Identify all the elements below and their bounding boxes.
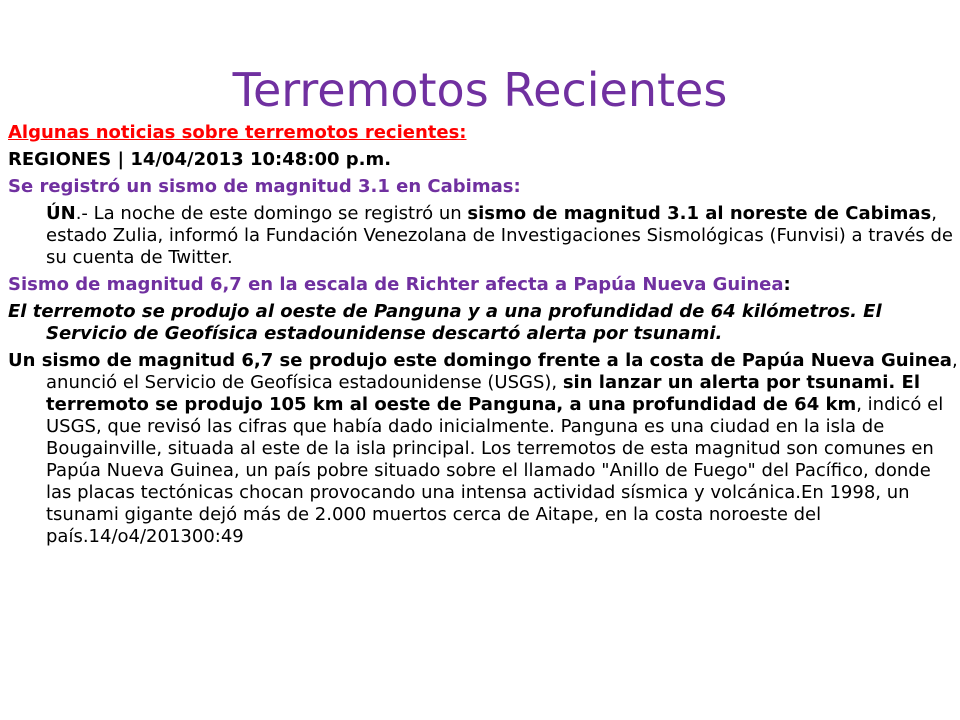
story1-heading bbox=[8, 176, 960, 198]
story2-para-1: , anunció el Servicio de Geofísica estadounidense (USGS), bbox=[46, 350, 958, 393]
story1-heading-text: Se registró un sismo de magnitud 3.1 en Cabimas: bbox=[8, 176, 521, 197]
story1-body bbox=[8, 203, 960, 269]
slide-title: Terremotos Recientes bbox=[232, 63, 728, 117]
story1-body-lead: ÚN bbox=[46, 203, 76, 224]
story1-body-1: .- La noche de este domingo se registró un bbox=[75, 203, 468, 224]
story2-heading-colon: : bbox=[783, 274, 791, 295]
story2-heading-text: Sismo de magnitud 6,7 en la escala de Richter afecta a Papúa Nueva Guinea bbox=[8, 274, 784, 295]
story1-body-2: , estado Zulia, informó la Fundación Venezolana de Investigaciones Sismológicas (Funvisi) a través de su cuenta de Twitter. bbox=[46, 203, 954, 268]
story2-para-bold-1: Un sismo de magnitud 6,7 se produjo este domingo frente a la costa de Papúa Nueva Guinea bbox=[8, 350, 952, 371]
slide-content bbox=[8, 122, 960, 553]
story2-para-bold-2: sin lanzar un alerta por tsunami. El terremoto se produjo 105 km al oeste de Panguna, a una profundidad de 64 km bbox=[46, 372, 921, 415]
story2-paragraph bbox=[8, 350, 960, 548]
story2-para-2: , indicó el USGS, que revisó las cifras que había dado inicialmente. Panguna es una ciudad en la isla de Bougainville, situada al este de la isla principal. Los terremotos de esta magnitud son comunes en Papúa Nueva Guinea, un país pobre situado sobre el llamado "Anillo de Fuego" del Pacífico, donde las placas tectónicas chocan provocando una intensa actividad sísmica y volcánica.En 1998, un tsunami gigante dejó más de 2.000 muertos cerca de Aitape, en la costa noroeste del país.14/o4/201300:49 bbox=[46, 394, 944, 547]
intro-line bbox=[8, 122, 960, 144]
story1-body-bold: sismo de magnitud 3.1 al noreste de Cabimas bbox=[467, 203, 932, 224]
story2-subheading: El terremoto se produjo al oeste de Panguna y a una profundidad de 64 kilómetros. El Servicio de Geofísica estadounidense descartó alerta por tsunami. bbox=[8, 301, 882, 344]
dateline: REGIONES | 14/04/2013 10:48:00 p.m. bbox=[8, 149, 392, 170]
intro-text: Algunas noticias sobre terremotos recientes: bbox=[8, 122, 467, 143]
story2-heading bbox=[8, 274, 960, 296]
